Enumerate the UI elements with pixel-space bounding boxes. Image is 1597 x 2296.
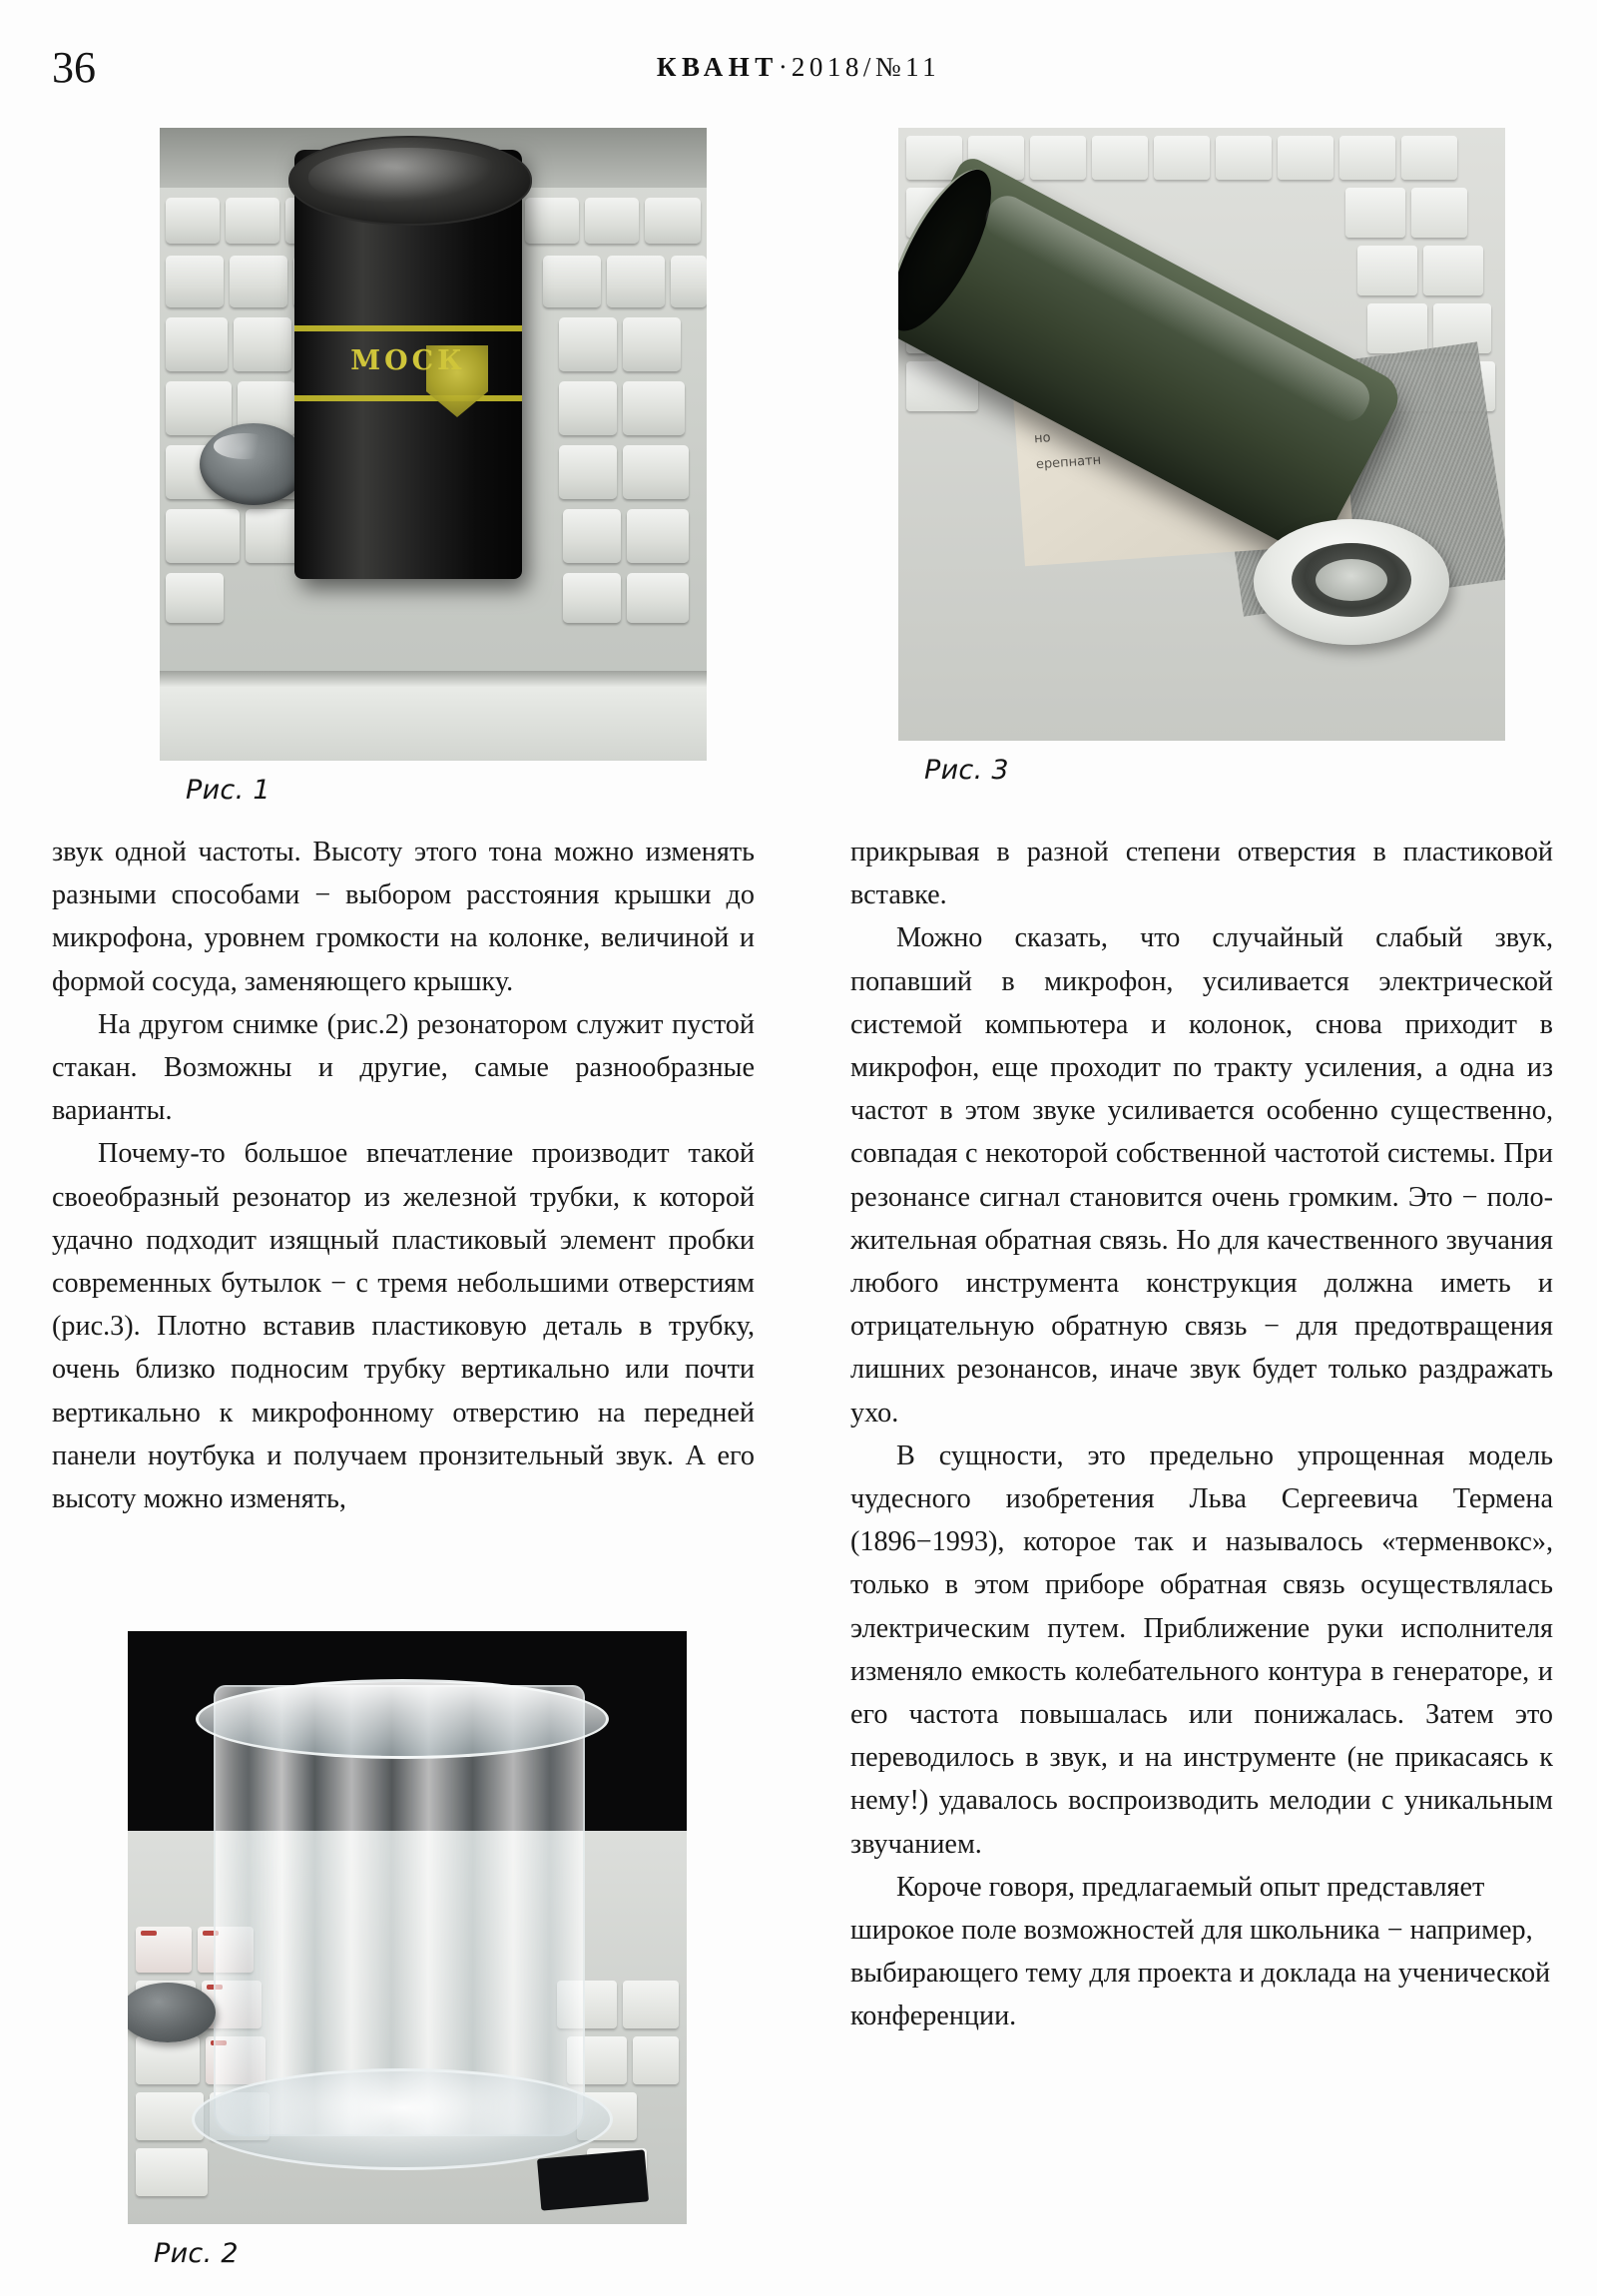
journal-issue: 2018/№11 [791, 52, 941, 82]
left-column-text-block-top [52, 831, 755, 1520]
journal-title-line [0, 52, 1597, 83]
keyboard-trough [160, 671, 707, 687]
black-metal-can [294, 150, 522, 579]
figure-3-caption: Рис. 3 [924, 755, 1009, 786]
can-stripe-lower [294, 395, 522, 401]
figure-1-caption: Рис. 1 [186, 775, 270, 806]
glass-rim-on-keyboard [192, 2068, 613, 2170]
right-column-text-block [850, 831, 1553, 2038]
dark-object [537, 2149, 649, 2210]
can-label-text: МОСК [350, 345, 466, 376]
plastic-bottle-cap-insert [1254, 519, 1449, 645]
paragraph: Почему-то большое впечатление производит такой своеобразный резонатор из железной трубки, к которой удачно подходит изящный пластиковый элемент пробки современных бутылок − с тремя небольшими отверстиям (рис.3). Плотно вставив пластиковую деталь в трубку, очень близко подносим трубку вертикально или почти вертикально к микрофонному отверстию на передней панели ноутбука и получаем пронзительный звук. А его высоту можно изменять, [52, 1138, 755, 1515]
figure-2-photo [128, 1631, 687, 2224]
can-lid [288, 136, 532, 226]
header-separator: · [778, 52, 792, 82]
figure-1-photo [160, 128, 707, 761]
laptop-palm-rest [160, 687, 707, 761]
paragraph: Можно сказать, что случайный слабый звук, попавший в микрофон, усиливается электрической системой компьютера и колонок, снова приходит в микрофон, еще проходит по тракту усиления, а одна из частот в этом звуке усиливается особенно существенно, совпадая с некоторой собственной частотой системы. При резонансе сигнал становится очень громким. Это − положительная обратная связь. Но для качественного звучания любого инструмента конструкция должна иметь и отрицательную обратную связь − для предотвращения лишних резонансов, иначе звук будет только раздражать ухо. [850, 922, 1553, 1429]
paragraph: звук одной частоты. Высоту этого тона можно изменять разными способами − выбором расстояния крышки до микрофона, уровнем громкости на колонке, величиной и формой сосуда, заменяющего крышку. [52, 837, 755, 997]
figure-2-caption: Рис. 2 [154, 2238, 239, 2269]
metal-lid [200, 423, 307, 505]
paragraph: Короче говоря, предлагаемый опыт представляет широкое поле возможностей для школьника − например, выбирающего тему для проекта и доклада на ученической конференции. [850, 1871, 1551, 2032]
figure-1 [160, 128, 707, 806]
drinking-glass [214, 1685, 585, 2136]
can-stripe-upper [294, 325, 522, 331]
journal-name: КВАНТ [656, 52, 779, 82]
glass-bottom-face [196, 1679, 609, 1759]
page-number: 36 [52, 43, 96, 92]
paragraph: В сущности, это предельно упрощенная модель чудесного изобретения Льва Сергеевича Термена (1896−1993), которое так и называлось «терменвокс», только в этом приборе обратная связь осуществлялась электрическим путем. Приближение руки исполнителя изменяло емкость колебательного контура в генераторе, и его частота повышалась или понижалась. Затем это переводилось в звук, и на инструменте (не прикасаясь к нему!) удавалось воспроизводить мелодии с уникальным звучанием. [850, 1439, 1553, 1860]
figure-2 [128, 1631, 687, 2269]
paragraph: прикрывая в разной степени отверстия в пластиковой вставке. [850, 837, 1553, 911]
paragraph: На другом снимке (рис.2) резонатором служит пустой стакан. Возможны и другие, самые разнообразные варианты. [52, 1008, 755, 1127]
running-head [0, 36, 1597, 98]
paper-sheet: но ерепнатн [1012, 354, 1353, 567]
figure-3 [898, 128, 1505, 786]
figure-3-photo [898, 128, 1505, 741]
